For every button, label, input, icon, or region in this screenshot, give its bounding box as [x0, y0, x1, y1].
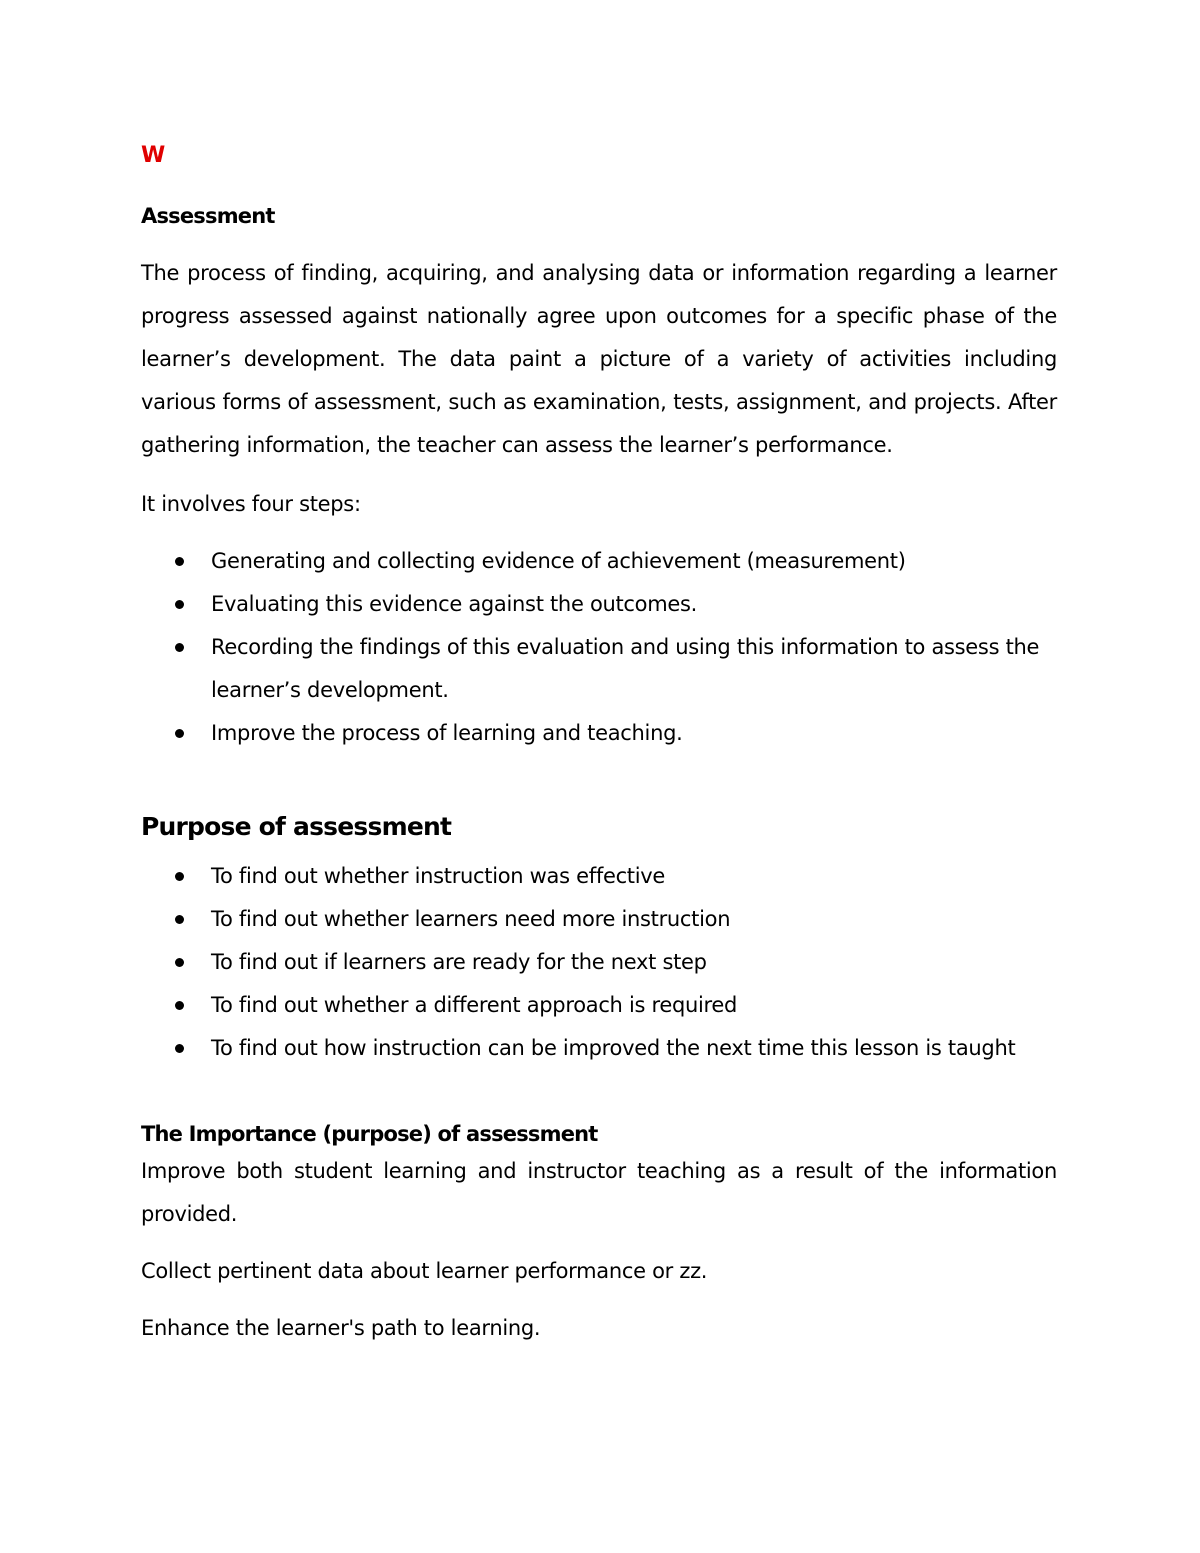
- bullet-icon: [175, 958, 184, 967]
- purpose-list: [141, 855, 1057, 1070]
- bullet-icon: [175, 915, 184, 924]
- bullet-icon: [175, 1001, 184, 1010]
- list-item: Generating and collecting evidence of achievement (measurement): [141, 540, 1057, 583]
- bullet-icon: [175, 600, 184, 609]
- purpose-heading: Purpose of assessment: [141, 812, 452, 841]
- importance-paragraph: Improve both student learning and instructor teaching as a result of the information provided.: [141, 1159, 1057, 1226]
- importance-paragraph: Collect pertinent data about learner performance or zz.: [141, 1259, 708, 1283]
- list-item: Evaluating this evidence against the outcomes.: [141, 583, 1057, 626]
- assessment-definition: The process of finding, acquiring, and analysing data or information regarding a learner progress assessed against nationally agree upon outcomes for a specific phase of the learner’s development. The data paint a picture of a variety of activities including various forms of assessment, such as examination, tests, assignment, and projects. After gathering information, the teacher can assess the learner’s performance.: [141, 261, 1057, 457]
- steps-list: [141, 540, 1057, 755]
- list-item: To find out whether learners need more instruction: [141, 898, 1057, 941]
- list-item: To find out how instruction can be improved the next time this lesson is taught: [141, 1027, 1057, 1070]
- list-item: To find out if learners are ready for the next step: [141, 941, 1057, 984]
- steps-intro: It involves four steps:: [141, 492, 361, 516]
- list-item: To find out whether instruction was effective: [141, 855, 1057, 898]
- bullet-icon: [175, 872, 184, 881]
- marker-letter: W: [141, 143, 166, 168]
- list-item: Recording the findings of this evaluation and using this information to assess the learner’s development.: [141, 626, 1057, 712]
- assessment-heading: Assessment: [141, 204, 275, 228]
- importance-heading: The Importance (purpose) of assessment: [141, 1122, 598, 1146]
- bullet-icon: [175, 643, 184, 652]
- importance-paragraph: Enhance the learner's path to learning.: [141, 1316, 541, 1340]
- bullet-icon: [175, 557, 184, 566]
- list-item: To find out whether a different approach is required: [141, 984, 1057, 1027]
- bullet-icon: [175, 1044, 184, 1053]
- list-item: Improve the process of learning and teaching.: [141, 712, 1057, 755]
- bullet-icon: [175, 729, 184, 738]
- document-page: [141, 140, 1057, 1350]
